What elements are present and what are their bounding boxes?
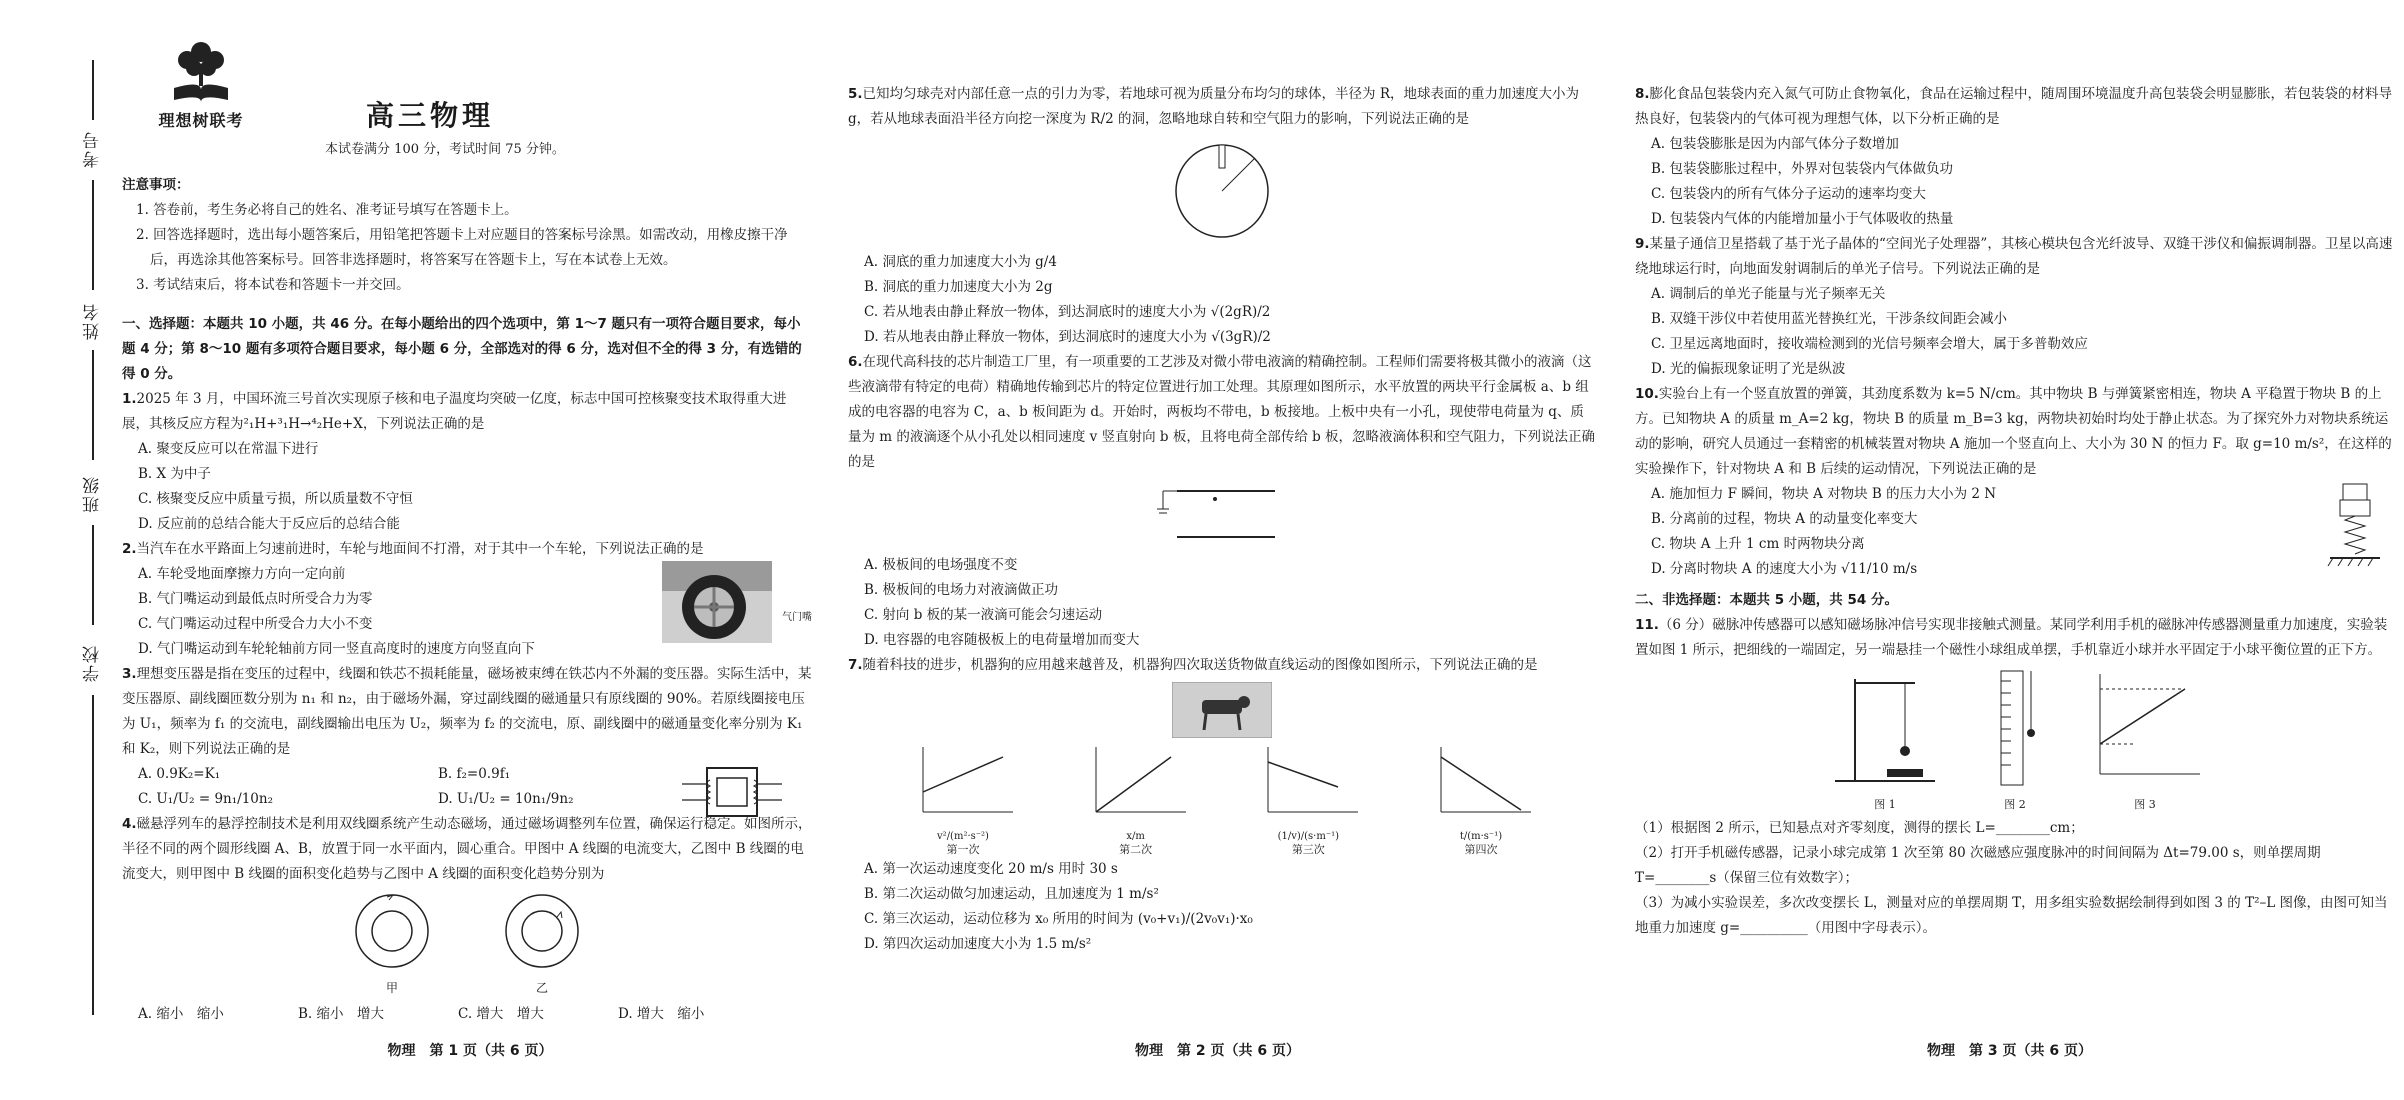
question-number: 3.: [122, 666, 137, 682]
concentric-coils-icon: [347, 891, 437, 971]
question-number: 7.: [848, 657, 863, 673]
page-title: 高三物理: [365, 99, 494, 132]
binding-label-exam-number: 考号: [83, 130, 103, 168]
figure-label: 图 1: [1874, 798, 1896, 811]
ruler-icon: [1985, 669, 2045, 789]
question-part-3: （3）为减小实验误差，多次改变摆长 L，测量对应的单摆周期 T，用多组实验数据绘制得到如图 3 的 T²–L 图像，由图可知当地重力加速度 g=__________（用图中字母表示）。: [1635, 895, 2388, 936]
binding-line: [92, 60, 94, 120]
question-number: 11.: [1635, 617, 1659, 633]
coil-figure-yi: [497, 891, 587, 996]
question-stem: 在现代高科技的芯片制造工厂里，有一项重要的工艺涉及对微小带电液滴的精确控制。工程师们需要将极其微小的液滴（这些液滴带有特定的电荷）精确地传输到芯片的特定位置进行加工处理。其原理如图所示，水平放置的两块平行金属板 a、b 组成的电容器的电容为 C，a、b 板间距为 d。开始时，两板均不带电，b 板接地。上板中央有一小孔，现使带电荷量为 q、质量为 m 的液滴逐个从小孔处以相同速度 v 竖直射向 b 板，且将电荷全部传给 b 板，忽略液滴体积和空气阻力，下列说法正确的是: [848, 354, 1596, 470]
graph-2: [1081, 742, 1191, 857]
binding-margin: [74, 40, 114, 1040]
graph-1: [908, 742, 1018, 857]
option-a: A. 包装袋膨胀是因为内部气体分子数增加: [1651, 136, 1899, 152]
question-1: [122, 387, 812, 537]
page-1-content: [122, 155, 812, 1027]
option-c: C. 增大 增大: [458, 1006, 544, 1022]
graph-3: [1253, 742, 1363, 857]
graph-line-icon: [1253, 742, 1363, 822]
question-7: [848, 653, 1596, 957]
option-d: D. U₁/U₂ = 10n₁/9n₂: [438, 791, 574, 807]
binding-line: [92, 350, 94, 460]
option-c: C. 若从地表由静止释放一物体，到达洞底时的速度大小为 √(2gR)/2: [864, 304, 1271, 320]
option-b: B. X 为中子: [138, 466, 211, 482]
spring-blocks-icon: [2325, 482, 2385, 572]
graph-label: 第二次: [1119, 843, 1153, 856]
page-footer: 物理 第 2 页（共 6 页）: [1135, 1043, 1300, 1059]
t-squared-l-graph-icon: [2085, 669, 2205, 789]
question-3: [122, 662, 812, 812]
figure-3: [2085, 669, 2205, 812]
car-wheel-photo-icon: [662, 561, 772, 643]
robot-dog-icon: [1172, 682, 1272, 738]
option-c: C. 卫星远离地面时，接收端检测到的光信号频率会增大，属于多普勒效应: [1651, 336, 2088, 352]
option-d: D. 电容器的电容随极板上的电荷量增加而变大: [864, 632, 1140, 648]
question-stem: 膨化食品包装袋内充入氮气可防止食物氧化，食品在运输过程中，随周围环境温度升高包装袋会明显膨胀，若包装袋的材料导热良好，包装袋内的气体可视为理想气体，以下分析正确的是: [1635, 86, 2393, 127]
binding-label-class: 班级: [83, 475, 103, 513]
option-b: B. 气门嘴运动到最低点时所受合力为零: [138, 591, 373, 607]
valve-label: 气门嘴: [782, 612, 812, 623]
notice-item: 2. 回答选择题时，选出每小题答案后，用铅笔把答题卡上对应题目的答案标号涂黑。如需改动，用橡皮擦干净后，再选涂其他答案标号。回答非选择题时，将答案写在答题卡上，写在本试卷上无效。: [136, 227, 788, 268]
pendulum-stand-icon: [1825, 669, 1945, 789]
notice-item: 3. 考试结束后，将本试卷和答题卡一并交回。: [136, 277, 410, 293]
option-b: B. 包装袋膨胀过程中，外界对包装袋内气体做负功: [1651, 161, 1954, 177]
graph-line-icon: [1426, 742, 1536, 822]
option-d: D. 光的偏振现象证明了光是纵波: [1651, 361, 1846, 377]
question-stem: 随着科技的进步，机器狗的应用越来越普及，机器狗四次取送货物做直线运动的图像如图所示，下列说法正确的是: [862, 657, 1538, 673]
option-a: A. 0.9K₂=K₁: [138, 766, 221, 782]
experiment-figures: [1635, 669, 2395, 812]
option-a: A. 聚变反应可以在常温下进行: [138, 441, 319, 457]
graph-label: 第一次: [946, 843, 980, 856]
page-footer: 物理 第 3 页（共 6 页）: [1927, 1043, 2092, 1059]
coil-figure-jia: [347, 891, 437, 996]
question-part-1: （1）根据图 2 所示，已知悬点对齐零刻度，测得的摆长 L=________cm；: [1635, 820, 2084, 836]
coil-figures: [122, 891, 812, 996]
option-b: B. 缩小 增大: [298, 1006, 385, 1022]
figure-1: [1825, 669, 1945, 812]
car-wheel-figure: [662, 561, 812, 643]
question-number: 4.: [122, 816, 137, 832]
binding-line: [92, 695, 94, 1015]
question-10: [1635, 382, 2395, 582]
option-d: D. 第四次运动加速度大小为 1.5 m/s²: [864, 936, 1092, 952]
question-number: 10.: [1635, 386, 1659, 402]
option-c: C. 包装袋内的所有气体分子运动的速率均变大: [1651, 186, 1926, 202]
option-b: B. 双缝干涉仪中若使用蓝光替换红光，干涉条纹间距会减小: [1651, 311, 2008, 327]
graph-line-icon: [1081, 742, 1191, 822]
logo-text: 理想树联考: [158, 111, 244, 130]
option-a: A. 调制后的单光子能量与光子频率无关: [1651, 286, 1886, 302]
question-stem: 实验台上有一个竖直放置的弹簧，其劲度系数为 k=5 N/cm。其中物块 B 与弹簧紧密相连，物块 A 平稳置于物块 B 的上方。已知物块 A 的质量 m_A=2 kg，物块 B 的质量 m_B=3 kg，两物块初始时均处于静止状态。为了探究外力对物块系统运动的影响，研究人员通过一套精密的机械装置对物块 A 施加一个竖直向上、大小为 30 N 的恒力 F。取 g=10 m/s²，在这样的实验操作下，针对物块 A 和 B 后续的运动情况，下列说法正确的是: [1635, 386, 2392, 477]
graph-label: 第四次: [1464, 843, 1498, 856]
page-1: [0, 0, 820, 1100]
parallel-plates-icon: [1157, 479, 1287, 549]
option-b: B. 分离前的过程，物块 A 的动量变化率变大: [1651, 511, 1918, 527]
page-3-content: [1635, 82, 2395, 941]
graph-axis-label: (1/v)/(s·m⁻¹): [1277, 831, 1340, 842]
figure-label: 图 3: [2134, 798, 2156, 811]
option-d: D. 增大 缩小: [618, 1006, 705, 1022]
figure-2: [1985, 669, 2045, 812]
question-stem: 已知均匀球壳对内部任意一点的引力为零，若地球可视为质量分布均匀的球体，半径为 R，地球表面的重力加速度大小为 g，若从地球表面沿半径方向挖一深度为 R/2 的洞，忽略地球自转和空气阻力的影响，下列说法正确的是: [848, 86, 1579, 127]
figure-label: 甲: [385, 981, 398, 995]
question-stem: 理想变压器是指在变压的过程中，线圈和铁芯不损耗能量，磁场被束缚在铁芯内不外漏的变压器。实际生活中，某变压器原、副线圈匝数分别为 n₁ 和 n₂，由于磁场外漏，穿过副线圈的磁通量只有原线圈的 90%。若原线圈接电压为 U₁，频率为 f₁ 的交流电，副线圈输出电压为 U₂，频率为 f₂ 的交流电，原、副线圈中的磁通量变化率分别为 K₁ 和 K₂，则下列说法正确的是: [122, 666, 812, 757]
option-b: B. 洞底的重力加速度大小为 2g: [864, 279, 1053, 295]
binding-line: [92, 180, 94, 290]
concentric-coils-icon: [497, 891, 587, 971]
option-b: B. 第二次运动做匀加速运动，且加速度为 1 m/s²: [864, 886, 1159, 902]
question-6: [848, 350, 1596, 653]
earth-hole-figure: [848, 136, 1596, 246]
notice-item: 1. 答卷前，考生务必将自己的姓名、准考证号填写在答题卡上。: [136, 202, 518, 218]
motion-graphs: [848, 742, 1596, 857]
option-d: D. 气门嘴运动到车轮轮轴前方同一竖直高度时的速度方向竖直向下: [138, 641, 535, 657]
graph-axis-label: x/m: [1126, 831, 1145, 842]
question-stem: 2025 年 3 月，中国环流三号首次实现原子核和电子温度均突破一亿度，标志中国可控核聚变技术取得重大进展，其核反应方程为²₁H+³₁H→⁴₂He+X，下列说法正确的是: [122, 391, 787, 432]
option-c: C. 核聚变反应中质量亏损，所以质量数不守恒: [138, 491, 413, 507]
question-4: [122, 812, 812, 1027]
graph-axis-label: v²/(m²·s⁻²): [937, 831, 989, 842]
option-a: A. 洞底的重力加速度大小为 g/4: [864, 254, 1057, 270]
question-number: 8.: [1635, 86, 1650, 102]
option-c: C. 第三次运动，运动位移为 x₀ 所用的时间为 (v₀+v₁)/(2v₀v₁)·x₀: [864, 911, 1253, 927]
option-b: B. 极板间的电场力对液滴做正功: [864, 582, 1059, 598]
option-a: A. 施加恒力 F 瞬间，物块 A 对物块 B 的压力大小为 2 N: [1651, 486, 1997, 502]
question-number: 5.: [848, 86, 863, 102]
robot-dog-photo: [848, 682, 1596, 738]
option-a: A. 第一次运动速度变化 20 m/s 用时 30 s: [864, 861, 1118, 877]
question-number: 2.: [122, 541, 137, 557]
question-stem: 磁悬浮列车的悬浮控制技术是利用双线圈系统产生动态磁场，通过磁场调整列车位置，确保运行稳定。如图所示，半径不同的两个圆形线圈 A、B，放置于同一水平面内，圆心重合。甲图中 A 线圈的电流变大，乙图中 B 线圈的电流变大，则甲图中 B 线圈的面积变化趋势与乙图中 A 线圈的面积变化趋势分别为: [122, 816, 812, 882]
option-c: C. 气门嘴运动过程中所受合力大小不变: [138, 616, 373, 632]
option-d: D. 包装袋内气体的内能增加量小于气体吸收的热量: [1651, 211, 1954, 227]
figure-label: 图 2: [2004, 798, 2026, 811]
earth-cross-section-icon: [1167, 136, 1277, 246]
graph-axis-label: t/(m·s⁻¹): [1459, 831, 1503, 842]
option-d: D. 分离时物块 A 的速度大小为 √11/10 m/s: [1651, 561, 1918, 577]
notice-title: 注意事项：: [122, 177, 190, 193]
tree-book-logo-icon: [170, 40, 232, 106]
question-stem: 某量子通信卫星搭载了基于光子晶体的“空间光子处理器”，其核心模块包含光纤波导、双缝干涉仪和偏振调制器。卫星以高速绕地球运行时，向地面发射调制后的单光子信号。下列说法正确的是: [1635, 236, 2393, 277]
page-2-content: [848, 82, 1596, 957]
section-1-title: 一、选择题：本题共 10 小题，共 46 分。在每小题给出的四个选项中，第 1～7 题只有一项符合题目要求，每小题 4 分；第 8～10 题有多项符合题目要求，每小题 6 分，全部选对的得 6 分，选对但不全的得 3 分，有选错的得 0 分。: [122, 316, 802, 382]
option-a: A. 车轮受地面摩擦力方向一定向前: [138, 566, 346, 582]
option-c: C. 物块 A 上升 1 cm 时两物块分离: [1651, 536, 1865, 552]
option-a: A. 极板间的电场强度不变: [864, 557, 1018, 573]
exam-info: 本试卷满分 100 分，考试时间 75 分钟。: [325, 142, 565, 157]
question-8: [1635, 82, 2395, 232]
option-d: D. 若从地表由静止释放一物体，到达洞底时的速度大小为 √(3gR)/2: [864, 329, 1271, 345]
transformer-icon: [672, 762, 792, 822]
figure-label: 乙: [535, 981, 548, 995]
graph-4: [1426, 742, 1536, 857]
page-2: [820, 0, 1615, 1100]
binding-label-name: 姓名: [83, 302, 103, 340]
graph-label: 第三次: [1291, 843, 1325, 856]
option-c: C. 射向 b 板的某一液滴可能会匀速运动: [864, 607, 1103, 623]
question-number: 1.: [122, 391, 137, 407]
option-b: B. f₂=0.9f₁: [438, 766, 511, 782]
binding-label-school: 学校: [83, 644, 103, 682]
question-2: [122, 537, 812, 662]
question-number: 6.: [848, 354, 863, 370]
logo: [145, 40, 257, 140]
section-2-title: 二、非选择题：本题共 5 小题，共 54 分。: [1635, 592, 1898, 608]
question-stem: （6 分）磁脉冲传感器可以感知磁场脉冲信号实现非接触式测量。某同学利用手机的磁脉冲传感器测量重力加速度，实验装置如图 1 所示，把细线的一端固定，另一端悬挂一个磁性小球组成单摆，手机靠近小球并水平固定于小球平衡位置的正下方。: [1635, 617, 2388, 658]
page-3: [1615, 0, 2404, 1100]
option-d: D. 反应前的总结合能大于反应后的总结合能: [138, 516, 400, 532]
question-part-2: （2）打开手机磁传感器，记录小球完成第 1 次至第 80 次磁感应强度脉冲的时间间隔为 Δt=79.00 s，则单摆周期 T=________s（保留三位有效数字）；: [1635, 845, 2321, 886]
graph-line-icon: [908, 742, 1018, 822]
capacitor-figure: [848, 479, 1596, 549]
binding-line: [92, 525, 94, 625]
page-footer: 物理 第 1 页（共 6 页）: [387, 1043, 553, 1059]
question-5: [848, 82, 1596, 350]
question-number: 9.: [1635, 236, 1650, 252]
question-11: [1635, 613, 2395, 941]
question-stem: 当汽车在水平路面上匀速前进时，车轮与地面间不打滑，对于其中一个车轮，下列说法正确的是: [136, 541, 704, 557]
question-9: [1635, 232, 2395, 382]
option-c: C. U₁/U₂ = 9n₁/10n₂: [138, 791, 273, 807]
option-a: A. 缩小 缩小: [138, 1006, 224, 1022]
